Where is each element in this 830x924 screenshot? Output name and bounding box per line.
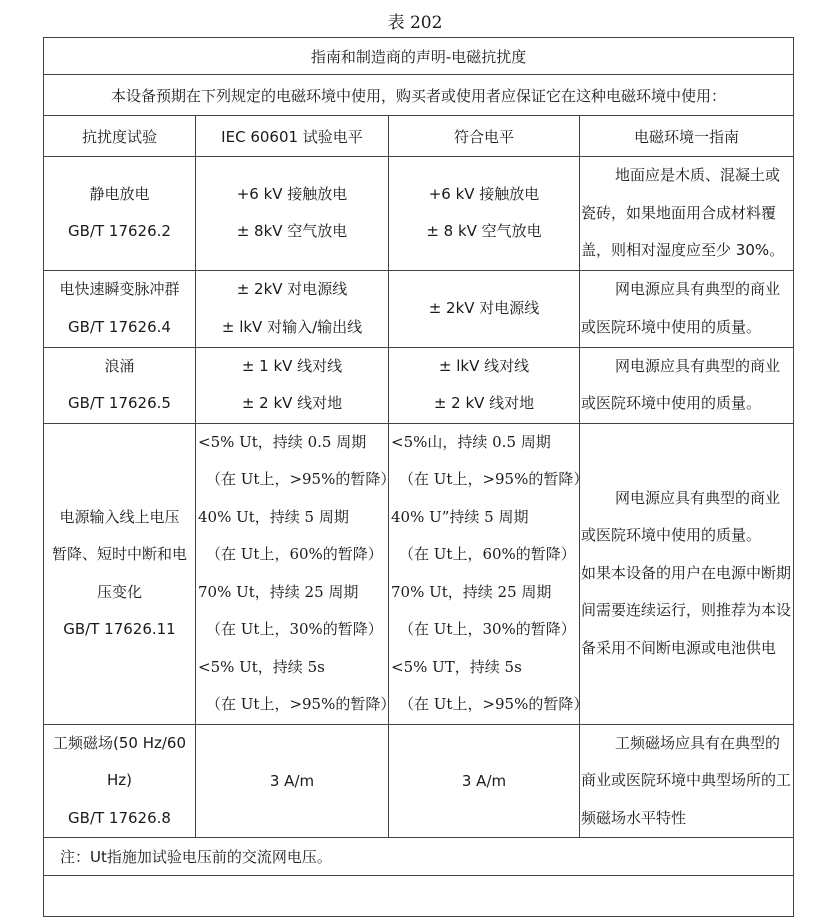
iec-level-line: ± 1 kV 线对线 [241,356,343,375]
compliance-level-line: <5%山，持续 0.5 周期 [391,432,551,451]
compliance-level-line: （在 Ut上，>95%的暂降） [399,470,589,488]
test-name: 电快速瞬变脉冲群 [59,280,180,298]
table-row [44,423,794,724]
dips-guidance-cell [580,423,794,724]
test-name: Hz) [106,771,132,789]
surge-compliance-cell [389,347,580,423]
iec-level-line: +6 kV 接触放电 [236,184,348,203]
table-title: 指南和制造商的声明-电磁抗扰度 [44,38,794,75]
iec-level-line: （在 Ut上，>95%的暂降） [206,695,396,713]
compliance-level-line: 40% U”持续 5 周期 [391,507,529,526]
eft-test-cell [44,270,196,347]
test-standard: GB/T 17626.8 [68,808,171,827]
iec-level-line: 40% Ut，持续 5 周期 [198,507,349,526]
header-iec-level: IEC 60601 试验电平 [196,116,389,157]
iec-level-line: <5% Ut，持续 5s [198,657,325,676]
test-name: 工频磁场(50 Hz/60 [52,733,186,752]
compliance-level-line: +6 kV 接触放电 [428,184,540,203]
table-row [44,270,794,347]
mag-guidance: 工频磁场应具有在典型的商业或医院环境中典型场所的工频磁场水平特性 [580,724,794,838]
iec-level-line: ± 2 kV 线对地 [241,394,343,412]
iec-level-line: 70% Ut，持续 25 周期 [198,582,359,601]
dips-iec-cell [196,423,396,724]
table-row [44,724,794,838]
empty-row [44,876,794,917]
compliance-level-line: ± 2 kV 线对地 [433,394,535,412]
compliance-level-line: ± 8 kV 空气放电 [426,222,542,241]
esd-compliance-cell [389,157,580,271]
test-name: 浪涌 [104,356,135,375]
table-caption: 表 202 [387,13,443,33]
mag-iec-level: 3 A/m [196,724,389,838]
empty-cell [44,876,794,917]
intro-row [44,75,794,116]
compliance-level-line: 70% Ut，持续 25 周期 [391,582,552,601]
compliance-level-line: （在 Ut上，30%的暂降） [399,620,576,638]
dips-guidance-ups: 如果本设备的用户在电源中断期间需要连续运行，则推荐为本设备采用不间断电源或电池供电 [581,563,792,657]
header-test: 抗扰度试验 [44,116,196,157]
test-standard: GB/T 17626.4 [68,317,171,336]
dips-test-cell [44,423,196,724]
compliance-level-line: <5% UT，持续 5s [391,657,522,676]
test-standard: GB/T 17626.11 [63,620,176,638]
surge-iec-cell [196,347,389,423]
test-name: 电源输入线上电压 [59,507,180,526]
test-standard: GB/T 17626.5 [68,394,171,412]
iec-level-line: ± 2kV 对电源线 [236,280,348,298]
iec-level-line: ± lkV 对输入/输出线 [221,317,363,336]
iec-level-line: ± 8kV 空气放电 [236,222,348,241]
table-row [44,157,794,271]
esd-test-cell [44,157,196,271]
esd-iec-cell [196,157,389,271]
intro-text: 本设备预期在下列规定的电磁环境中使用，购买者或使用者应保证它在这种电磁环境中使用： [44,75,794,116]
compliance-level-line: ± 2kV 对电源线 [428,298,540,317]
eft-guidance: 网电源应具有典型的商业或医院环境中使用的质量。 [580,270,794,347]
test-name: 压变化 [96,582,142,601]
title-row [44,38,794,75]
iec-level-line: （在 Ut上，60%的暂降） [206,545,383,563]
compliance-level-line: （在 Ut上，60%的暂降） [399,545,576,563]
note-row [44,838,794,876]
test-standard: GB/T 17626.2 [68,222,171,241]
iec-level-line: （在 Ut上，30%的暂降） [206,620,383,638]
compliance-level-line: ± lkV 线对线 [438,356,530,375]
table-row [44,347,794,423]
header-compliance-level: 符合电平 [389,116,580,157]
mag-test-cell [44,724,196,838]
surge-guidance: 网电源应具有典型的商业或医院环境中使用的质量。 [580,347,794,423]
header-row [44,116,794,157]
eft-iec-cell [196,270,389,347]
dips-compliance-cell [389,423,589,724]
iec-level-line: （在 Ut上，>95%的暂降） [206,470,396,488]
surge-test-cell [44,347,196,423]
esd-guidance: 地面应是木质、混凝土或瓷砖，如果地面用合成材料覆盖，则相对湿度应至少 30%。 [580,157,794,271]
emc-immunity-table [43,37,794,917]
test-name: 静电放电 [89,184,150,203]
dips-guidance: 网电源应具有典型的商业或医院环境中使用的质量。 [581,488,781,545]
table-note: 注：Ut指施加试验电压前的交流网电压。 [44,838,794,876]
mag-compliance-level: 3 A/m [389,724,580,838]
iec-level-line: <5% Ut，持续 0.5 周期 [198,432,367,451]
test-name: 暂降、短时中断和电 [51,545,187,563]
header-guidance: 电磁环境一指南 [580,116,794,157]
compliance-level-line: （在 Ut上，>95%的暂降） [399,695,589,713]
eft-compliance-cell [389,270,580,347]
